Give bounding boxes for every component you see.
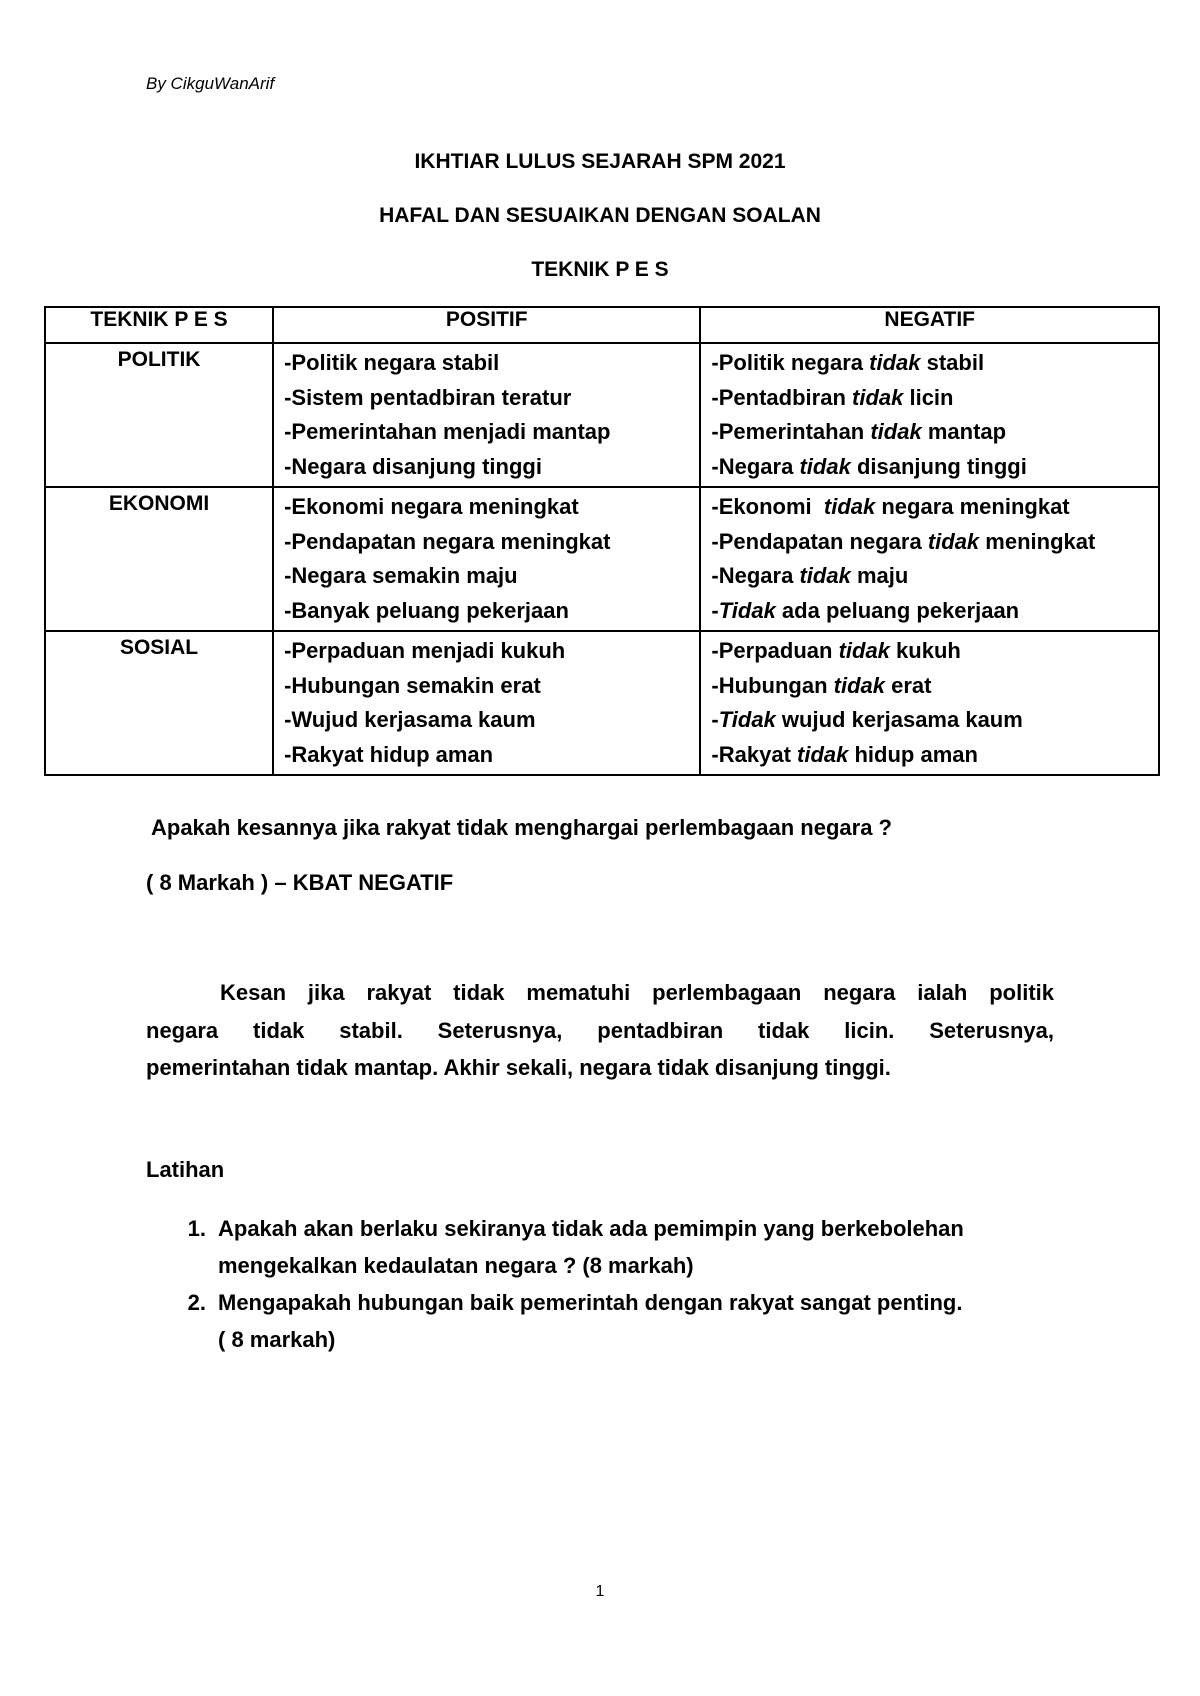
table-row [45,487,1159,631]
negatif-text: disanjung tinggi [850,453,1027,479]
list-item-line: Mengapakah hubungan baik pemerintah dengan rakyat sangat penting. [218,1290,963,1315]
negation-word: tidak [870,419,922,444]
negatif-cell [700,631,1159,775]
list-item [146,1210,1086,1284]
positif-item: -Wujud kerjasama kaum [284,707,536,732]
negatif-text: mantap [921,419,1007,444]
positif-cell [273,343,700,487]
negation-word: tidak [799,563,851,588]
negatif-text: -Negara [711,563,800,588]
category-cell: POLITIK [45,343,273,487]
negatif-cell [700,487,1159,631]
table-row [45,343,1159,487]
negatif-text: -Pendapatan negara [711,528,928,554]
negation-word: tidak [799,453,851,479]
exercise-list [146,1210,1086,1358]
answer-line: Kesan jika rakyat tidak mematuhi perlembagaan negara ialah politik [220,980,1054,1005]
header-teknik: TEKNIK P E S [45,307,273,343]
table-header-row [45,307,1159,343]
negation-word: tidak [869,350,921,375]
negatif-item [711,703,1154,738]
negatif-text: -Perpaduan [711,638,839,663]
negation-word: tidak [927,528,980,554]
positif-item: -Politik negara stabil [284,350,500,375]
negation-word: tidak [852,384,904,410]
negatif-text: erat [884,672,932,698]
header-positif: POSITIF [273,307,700,343]
section-heading: TEKNIK P E S [531,258,669,281]
negation-word: tidak [833,672,885,698]
negatif-text: kukuh [889,638,961,663]
negatif-item [711,490,1154,525]
positif-item: -Rakyat hidup aman [284,741,494,767]
negatif-text: -Negara [711,453,800,479]
positif-item: -Pemerintahan menjadi mantap [284,419,611,444]
positif-item: -Negara semakin maju [284,563,518,588]
negatif-item [711,669,1154,704]
negation-word: Tidak [718,597,776,623]
list-item-text [218,1210,1086,1284]
positif-item: -Negara disanjung tinggi [284,453,542,479]
positif-item: -Sistem pentadbiran teratur [284,384,572,410]
negatif-item [711,346,1154,381]
negatif-text: stabil [920,350,985,375]
negatif-text: meningkat [979,528,1096,554]
positif-item: -Ekonomi negara meningkat [284,494,579,519]
positif-cell [273,631,700,775]
negatif-text: -Ekonomi [711,494,824,519]
positif-item: -Pendapatan negara meningkat [284,528,611,554]
negatif-item [711,381,1154,416]
negatif-item [711,525,1154,560]
negatif-text: - [711,707,719,732]
positif-item: -Banyak peluang pekerjaan [284,597,569,623]
negatif-text: hidup aman [848,741,978,767]
latihan-heading: Latihan [146,1157,225,1182]
negation-word: Tidak [718,707,776,732]
pes-table [44,306,1160,776]
negatif-item [711,450,1154,485]
negatif-text: - [711,597,719,623]
negatif-item [711,594,1154,629]
document-subtitle: HAFAL DAN SESUAIKAN DENGAN SOALAN [379,204,821,227]
list-item-number: 2. [187,1290,206,1315]
negatif-item [711,634,1154,669]
negatif-text: -Pentadbiran [711,384,852,410]
answer-line: negara tidak stabil. Seterusnya, pentadbiran tidak licin. Seterusnya, [146,1017,1054,1043]
negatif-text: maju [850,563,909,588]
table-row [45,631,1159,775]
category-cell: SOSIAL [45,631,273,775]
list-item-line: ( 8 markah) [218,1327,336,1352]
author-credit: By CikguWanArif [146,74,275,93]
negatif-item [711,738,1154,773]
page-number: 1 [595,1583,605,1600]
negatif-text: -Hubungan [711,672,834,698]
list-item-number: 1. [187,1216,206,1241]
list-item-line: Apakah akan berlaku sekiranya tidak ada pemimpin yang berkebolehan [218,1216,964,1241]
list-item [146,1284,1086,1358]
list-item-text [218,1284,1086,1358]
document-title: IKHTIAR LULUS SEJARAH SPM 2021 [414,150,786,173]
negation-word: tidak [838,638,890,663]
negatif-cell [700,343,1159,487]
negation-word: tidak [797,741,849,767]
negatif-text: licin [903,384,954,410]
negatif-item [711,559,1154,594]
positif-cell [273,487,700,631]
negatif-text: ada peluang pekerjaan [775,597,1020,623]
negatif-text: wujud kerjasama kaum [775,707,1023,732]
header-negatif: NEGATIF [700,307,1159,343]
negatif-text: -Politik negara [711,350,870,375]
question-text: Apakah kesannya jika rakyat tidak menghargai perlembagaan negara ? [151,815,892,840]
negatif-text: negara meningkat [875,494,1070,519]
negatif-item [711,415,1154,450]
answer-line: pemerintahan tidak mantap. Akhir sekali, negara tidak disanjung tinggi. [146,1055,891,1080]
answer-paragraph [146,974,1054,1087]
category-cell: EKONOMI [45,487,273,631]
question-marks: ( 8 Markah ) – KBAT NEGATIF [146,870,454,895]
list-item-line: mengekalkan kedaulatan negara ? (8 markah) [218,1253,694,1278]
negation-word: tidak [823,494,876,519]
negatif-text: -Rakyat [711,741,798,767]
positif-item: -Perpaduan menjadi kukuh [284,638,566,663]
negatif-text: -Pemerintahan [711,419,871,444]
positif-item: -Hubungan semakin erat [284,672,541,698]
